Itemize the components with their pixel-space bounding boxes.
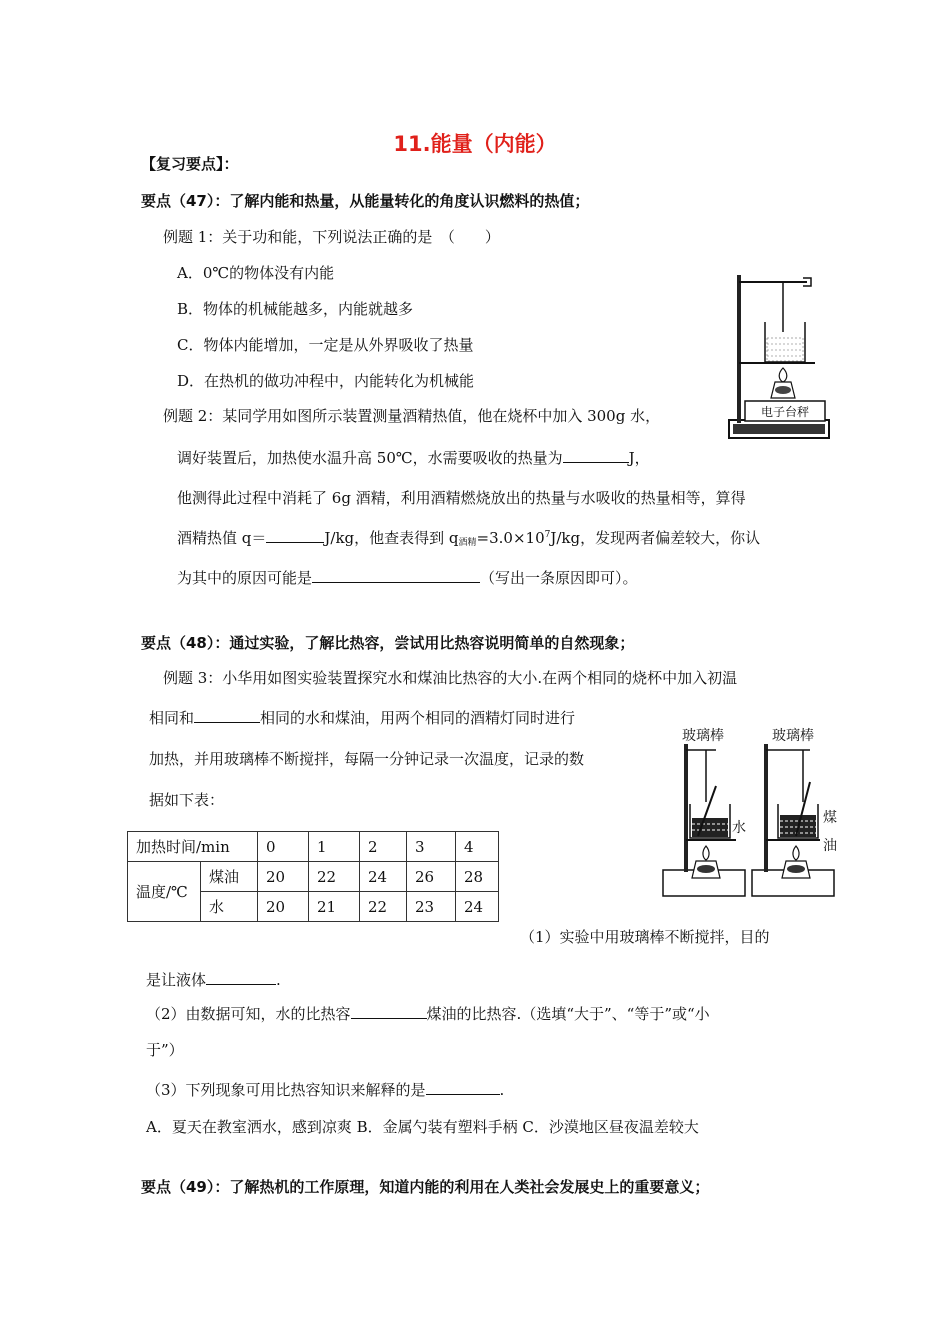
example3-line1: 例题 3：小华用如图实验装置探究水和煤油比热容的大小.在两个相同的烧杯中加入初温: [163, 669, 738, 687]
answer-blank-reason[interactable]: [312, 568, 480, 583]
example1-option-c: C．物体内能增加，一定是从外界吸收了热量: [177, 336, 474, 354]
question1-line2: 是让液体 .: [146, 971, 281, 989]
table-cell: 24: [360, 862, 407, 892]
table-cell: 22: [360, 892, 407, 922]
answer-blank-heat[interactable]: [563, 448, 629, 463]
table-cell: 21: [309, 892, 360, 922]
table-cell: 0: [258, 832, 309, 862]
example3-line4: 据如下表：: [149, 791, 225, 809]
answer-blank-phenomenon[interactable]: [426, 1080, 500, 1095]
table-cell: 3: [407, 832, 456, 862]
table-cell: 28: [456, 862, 499, 892]
question3-line1: （3）下列现象可用比热容知识来解释的是 .: [146, 1081, 505, 1099]
table-header-temperature: 温度/℃: [128, 862, 201, 922]
question1-line1: （1）实验中用玻璃棒不断搅拌，目的: [520, 928, 770, 946]
question3-options: A．夏天在教室洒水，感到凉爽 B．金属勺装有塑料手柄 C．沙漠地区昼夜温差较大: [146, 1118, 699, 1136]
glass-rod-label-left: 玻璃棒: [682, 728, 724, 744]
table-cell: 22: [309, 862, 360, 892]
table-cell: 23: [407, 892, 456, 922]
table-row: [128, 832, 499, 862]
kerosene-label-2: 油: [823, 838, 837, 854]
specific-heat-apparatus-figure: [660, 722, 840, 902]
kerosene-label-1: 煤: [823, 810, 837, 826]
table-cell: 24: [456, 892, 499, 922]
question2-line2: 于”）: [146, 1041, 184, 1059]
table-header-time: 加热时间/min: [128, 832, 258, 862]
example2-line2: 调好装置后，加热使水温升高 50℃，水需要吸收的热量为 J，: [177, 449, 650, 467]
page-title: 11.能量（内能）: [393, 132, 557, 156]
answer-blank-purpose[interactable]: [206, 970, 276, 985]
question2-line1: （2）由数据可知，水的比热容 煤油的比热容.（选填“大于”、“等于”或“小: [146, 1005, 710, 1023]
water-label: 水: [732, 820, 746, 836]
example3-line2: 相同和 相同的水和煤油，用两个相同的酒精灯同时进行: [149, 709, 576, 727]
example2-line3: 他测得此过程中消耗了 6g 酒精，利用酒精燃烧放出的热量与水吸收的热量相等，算得: [177, 489, 746, 507]
table-row-label-kerosene: 煤油: [201, 862, 258, 892]
table-row-label-water: 水: [201, 892, 258, 922]
example1-stem: 例题 1：关于功和能，下列说法正确的是 （ ）: [163, 228, 500, 246]
glass-rod-label-right: 玻璃棒: [772, 728, 814, 744]
table-cell: 4: [456, 832, 499, 862]
heat-value-apparatus-figure: [725, 270, 835, 445]
answer-blank-mass[interactable]: [194, 708, 260, 723]
example3-line3: 加热，并用玻璃棒不断搅拌，每隔一分钟记录一次温度，记录的数: [149, 750, 585, 768]
example2-line5: 为其中的原因可能是 （写出一条原因即可）。: [177, 569, 638, 587]
answer-blank-heat-value[interactable]: [266, 528, 324, 543]
answer-blank-compare[interactable]: [351, 1004, 427, 1019]
example1-option-d: D．在热机的做功冲程中，内能转化为机械能: [177, 372, 475, 390]
table-cell: 20: [258, 892, 309, 922]
point48-heading: 要点（48）：通过实验，了解比热容，尝试用比热容说明简单的自然现象；: [141, 634, 635, 652]
example2-line1: 例题 2：某同学用如图所示装置测量酒精热值，他在烧杯中加入 300g 水，: [163, 407, 661, 425]
point49-heading: 要点（49）：了解热机的工作原理，知道内能的利用在人类社会发展史上的重要意义；: [141, 1178, 710, 1196]
table-cell: 20: [258, 862, 309, 892]
table-cell: 1: [309, 832, 360, 862]
temperature-data-table: [127, 831, 499, 922]
electronic-scale-label: 电子台秤: [760, 405, 810, 419]
example1-option-a: A．0℃的物体没有内能: [177, 264, 335, 282]
example1-option-b: B．物体的机械能越多，内能就越多: [177, 300, 414, 318]
point47-heading: 要点（47）：了解内能和热量，从能量转化的角度认识燃料的热值；: [141, 192, 590, 210]
review-header: 【复习要点】：: [141, 155, 239, 173]
table-row: [128, 862, 499, 892]
example2-line4: 酒精热值 q＝ J/kg，他查表得到 $q_{酒精}=3.0\times 10^7J/kg$，发现两者偏差较大，你认: [177, 529, 761, 548]
table-cell: 26: [407, 862, 456, 892]
table-cell: 2: [360, 832, 407, 862]
